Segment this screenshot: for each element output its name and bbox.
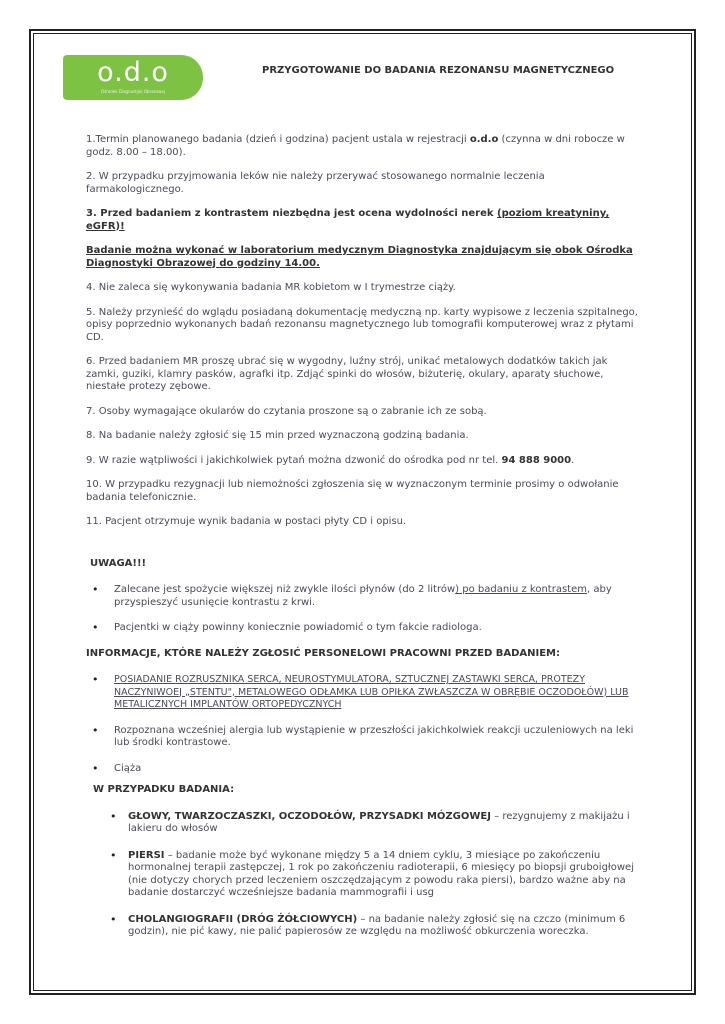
- uwaga-bullet-2: • Pacjentki w ciąży powinny koniecznie powiadomić o tym fakcie radiologa.: [86, 622, 641, 635]
- lab-note: Badanie można wykonać w laboratorium medycznym Diagnostyka znajdującym się obok Ośrodka Diagnostyki Obrazowej do godziny 14.00.: [86, 245, 633, 269]
- case-bullet-head: • GŁOWY, TWARZOCZASZKI, OCZODOŁÓW, PRZYSADKI MÓZGOWEJ – rezygnujemy z makijażu i lakieru do włosów: [86, 811, 641, 836]
- uwaga-bullet-1: • Zalecane jest spożycie większej niż zwykle ilości płynów (do 2 litrów) po badaniu z kontrastem, aby przyspieszyć usunięcie kontrastu z krwi.: [86, 584, 641, 609]
- case-bullet-breast: • PIERSI – badanie może być wykonane między 5 a 14 dniem cyklu, 3 miesiące po zakończeniu hormonalnej terapii zastępczej, 1 rok po zakończeniu radioterapii, 6 miesięcy po biopsji gruboigłowej (nie dotyczy chorych przed leczeniem oszczędzającym z powodu raka piersi), bardzo ważne aby na badanie dostarczyć wcześniejsze badania mammografii i usg: [86, 850, 641, 900]
- item-6: 6. Przed badaniem MR proszę ubrać się w wygodny, luźny strój, unikać metalowych dodatków takich jak zamki, guziki, klamry pasków, agrafki itp. Zdjąć spinki do włosów, biżuterię, okulary, aparaty słuchowe, niestałe protezy zębowe.: [86, 356, 608, 392]
- logo-subtitle: Ośrodek Diagnostyki Obrazowej: [101, 89, 165, 94]
- item-2: 2. W przypadku przyjmowania leków nie należy przerywać stosowanego normalnie leczenia farmakologicznego.: [86, 171, 545, 195]
- info-bullet-2: • Rozpoznana wcześniej alergia lub wystąpienie w przeszłości jakichkolwiek reakcji uczuleniowych na leki lub środki kontrastowe.: [86, 725, 641, 750]
- document-title: PRZYGOTOWANIE DO BADANIA REZONANSU MAGNETYCZNEGO: [262, 65, 615, 76]
- item-4: 4. Nie zaleca się wykonywania badania MR kobietom w I trymestrze ciąży.: [86, 282, 456, 293]
- item-7: 7. Osoby wymagające okularów do czytania proszone są o zabranie ich ze sobą.: [86, 405, 487, 417]
- item-1: 1.Termin planowanego badania (dzień i godzina) pacjent ustala w rejestracji o.d.o (czynna w dni robocze w godz. 8.00 – 18.00).: [86, 134, 625, 158]
- uwaga-heading: UWAGA!!!: [90, 557, 147, 569]
- odo-logo: [63, 55, 203, 100]
- logo-text: o.d.o: [97, 57, 169, 88]
- case-bullet-cholangiography: • CHOLANGIOGRAFII (DRÓG ŻÓŁCIOWYCH) – na badanie należy zgłosić się na czczo (minimum 6 godzin), nie pić kawy, nie palić papierosów ze względu na możliwość obkurczenia woreczka.: [86, 914, 641, 939]
- item-5: 5. Należy przynieść do wglądu posiadaną dokumentację medyczną np. karty wypisowe z leczenia szpitalnego, opisy poprzednio wykonanych badań rezonansu magnetycznego lub tomografii komputerowej wraz z płytami CD.: [86, 306, 638, 343]
- item-9: 9. W razie wątpliwości i jakichkolwiek pytań można dzwonić do ośrodka pod nr tel. 94 888 9000.: [86, 454, 575, 466]
- document-body: [86, 134, 641, 953]
- info-bullet-1: • POSIADANIE ROZRUSZNIKA SERCA, NEUROSTYMULATORA, SZTUCZNEJ ZASTAWKI SERCA, PROTEZY NACZYNIWOEJ „STENTU", METALOWEGO ODŁAMKA LUB OPIŁKA ZWŁASZCZA W OBRĘBIE OCZODOŁÓW) LUB METALICZNYCH IMPLANTÓW ORTOPEDYCZNYCH: [86, 674, 641, 712]
- item-8: 8. Na badanie należy zgłosić się 15 min przed wyznaczoną godziną badania.: [86, 430, 469, 441]
- item-3: 3. Przed badaniem z kontrastem niezbędna jest ocena wydolności nerek (poziom kreatyniny, eGFR)!: [86, 208, 610, 232]
- item-11: 11. Pacjent otrzymuje wynik badania w postaci płyty CD i opisu.: [86, 516, 407, 527]
- case-heading: W PRZYPADKU BADANIA:: [93, 784, 235, 795]
- info-heading: INFORMACJE, KTÓRE NALEŻY ZGŁOSIĆ PERSONELOWI PRACOWNI PRZED BADANIEM:: [86, 647, 561, 659]
- info-bullet-3: • Ciąża: [86, 763, 641, 776]
- item-10: 10. W przypadku rezygnacji lub niemożności zgłoszenia się w wyznaczonym terminie prosimy o odwołanie badania telefonicznie.: [86, 479, 619, 503]
